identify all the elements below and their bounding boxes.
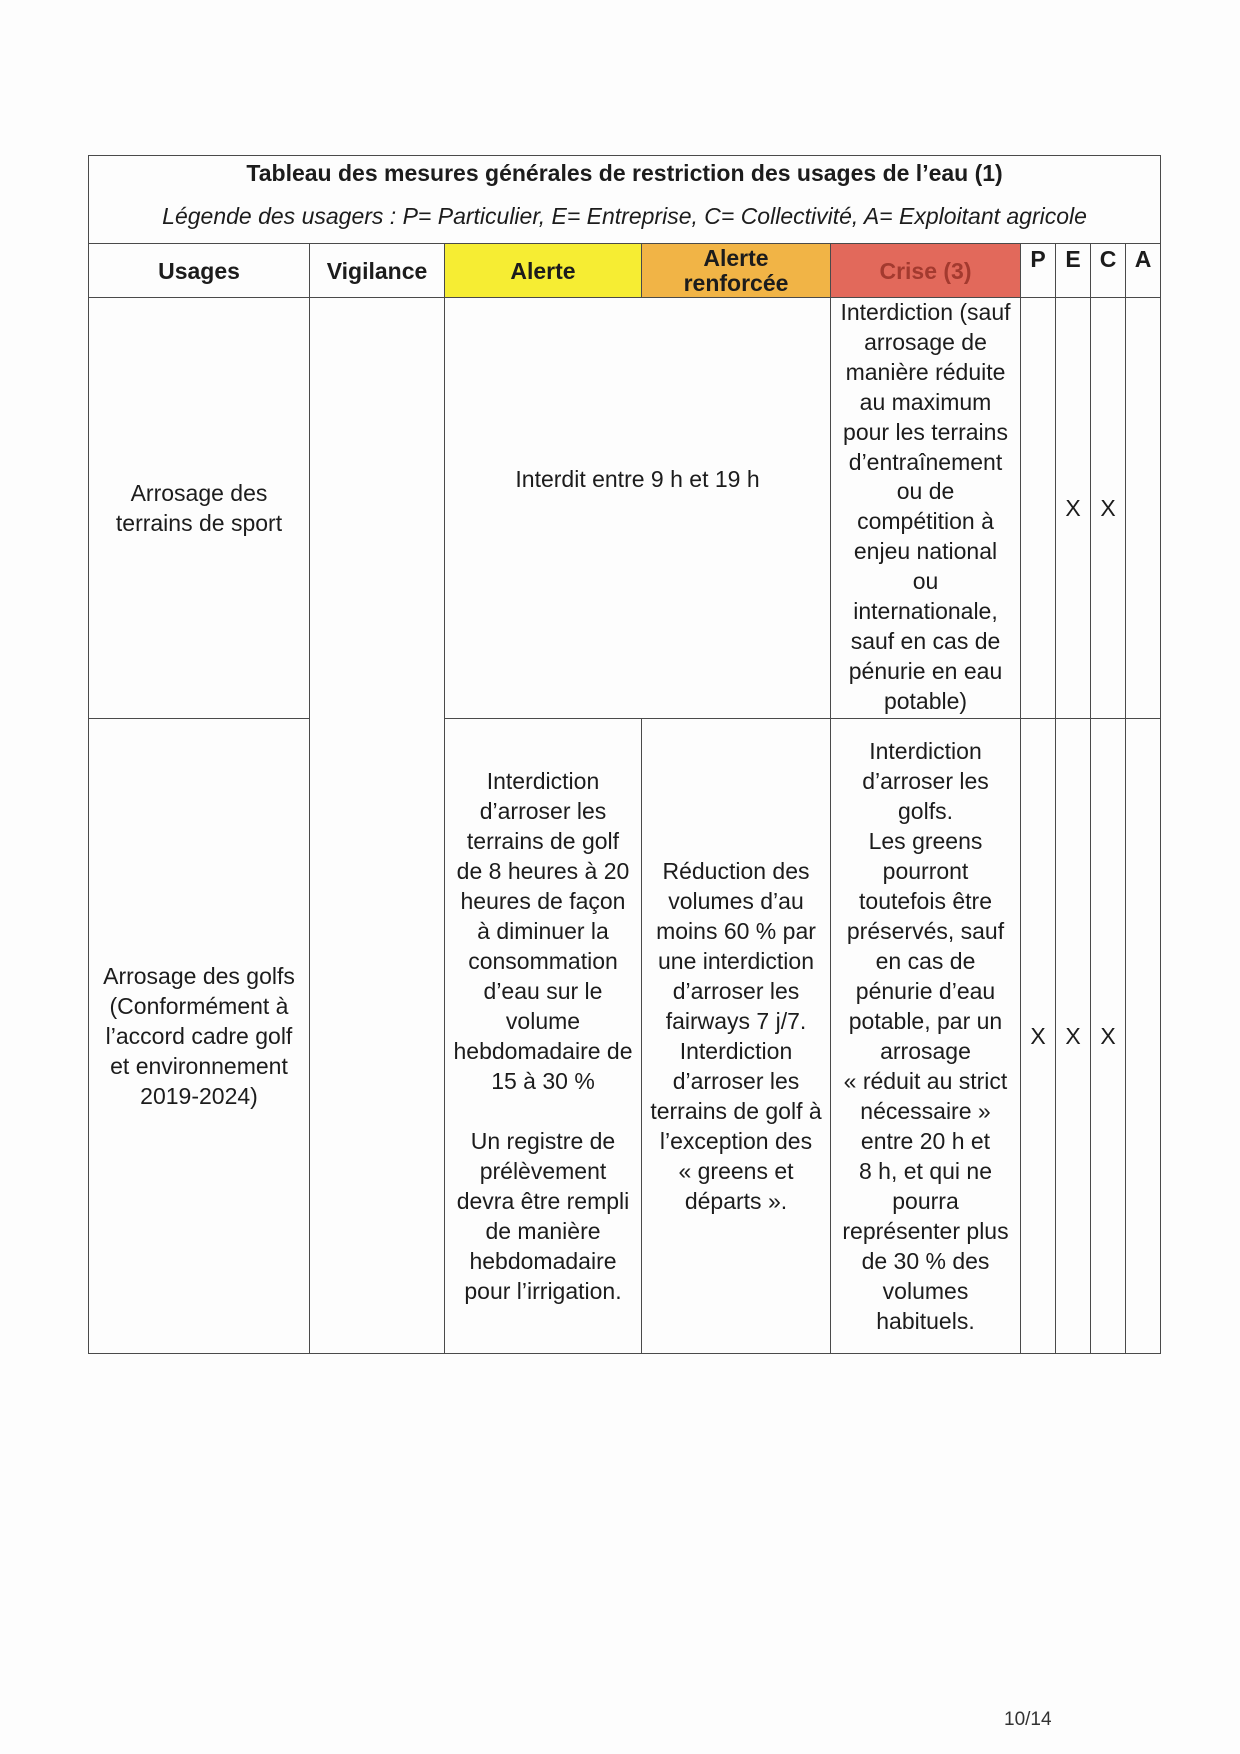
page-number: 10/14 xyxy=(1004,1709,1052,1730)
restriction-table xyxy=(88,155,1161,1354)
a-cell-sport xyxy=(1126,298,1161,719)
title-row xyxy=(89,156,1161,244)
header-usages: Usages xyxy=(89,244,310,298)
header-alerte: Alerte xyxy=(445,244,642,298)
crise-cell-sport: Interdiction (sauf arrosage de manière réduite au maximum pour les terrains d’entraînement ou de compétition à enjeu national ou internationale, sauf en cas de pénurie en eau potable) xyxy=(831,298,1021,719)
e-cell-golf: X xyxy=(1056,719,1091,1354)
e-cell-sport: X xyxy=(1056,298,1091,719)
header-crise: Crise (3) xyxy=(831,244,1021,298)
a-cell-golf xyxy=(1126,719,1161,1354)
c-cell-golf: X xyxy=(1091,719,1126,1354)
header-p: P xyxy=(1021,244,1056,298)
usage-cell-golf: Arrosage des golfs (Conformément à l’accord cadre golf et environnement 2019-2024) xyxy=(89,719,310,1354)
table-row xyxy=(89,298,1161,719)
table-title-cell xyxy=(89,156,1161,244)
crise-cell-golf: Interdiction d’arroser les golfs. Les greens pourront toutefois être préservés, sauf en cas de pénurie d’eau potable, par un arrosage « réduit au strict nécessaire » entre 20 h et 8 h, et qui ne pourra représenter plus de 30 % des volumes habituels. xyxy=(831,719,1021,1354)
header-alerte-renforcee-label: Alerte renforcée xyxy=(683,244,789,296)
header-a: A xyxy=(1126,244,1161,298)
p-cell-sport xyxy=(1021,298,1056,719)
vigilance-cell xyxy=(310,298,445,1354)
usage-cell-sport: Arrosage des terrains de sport xyxy=(89,298,310,719)
table-title: Tableau des mesures générales de restriction des usages de l’eau (1) xyxy=(246,160,1003,186)
table-row xyxy=(89,719,1161,1354)
header-alerte-renforcee xyxy=(642,244,831,298)
header-vigilance: Vigilance xyxy=(310,244,445,298)
table-legend: Légende des usagers : P= Particulier, E= Entreprise, C= Collectivité, A= Exploitant agricole xyxy=(162,203,1087,229)
header-e: E xyxy=(1056,244,1091,298)
c-cell-sport: X xyxy=(1091,298,1126,719)
header-row xyxy=(89,244,1161,298)
alerte-cell-golf: Interdiction d’arroser les terrains de golf de 8 heures à 20 heures de façon à diminuer la consommation d’eau sur le volume hebdomadaire de 15 à 30 % Un registre de prélèvement devra être rempli de manière hebdomadaire pour l’irrigation. xyxy=(445,719,642,1354)
alerte-merged-cell-sport: Interdit entre 9 h et 19 h xyxy=(445,298,831,719)
header-c: C xyxy=(1091,244,1126,298)
p-cell-golf: X xyxy=(1021,719,1056,1354)
alerte-renforcee-cell-golf: Réduction des volumes d’au moins 60 % par une interdiction d’arroser les fairways 7 j/7. Interdiction d’arroser les terrains de golf à l’exception des « greens et départs ». xyxy=(642,719,831,1354)
